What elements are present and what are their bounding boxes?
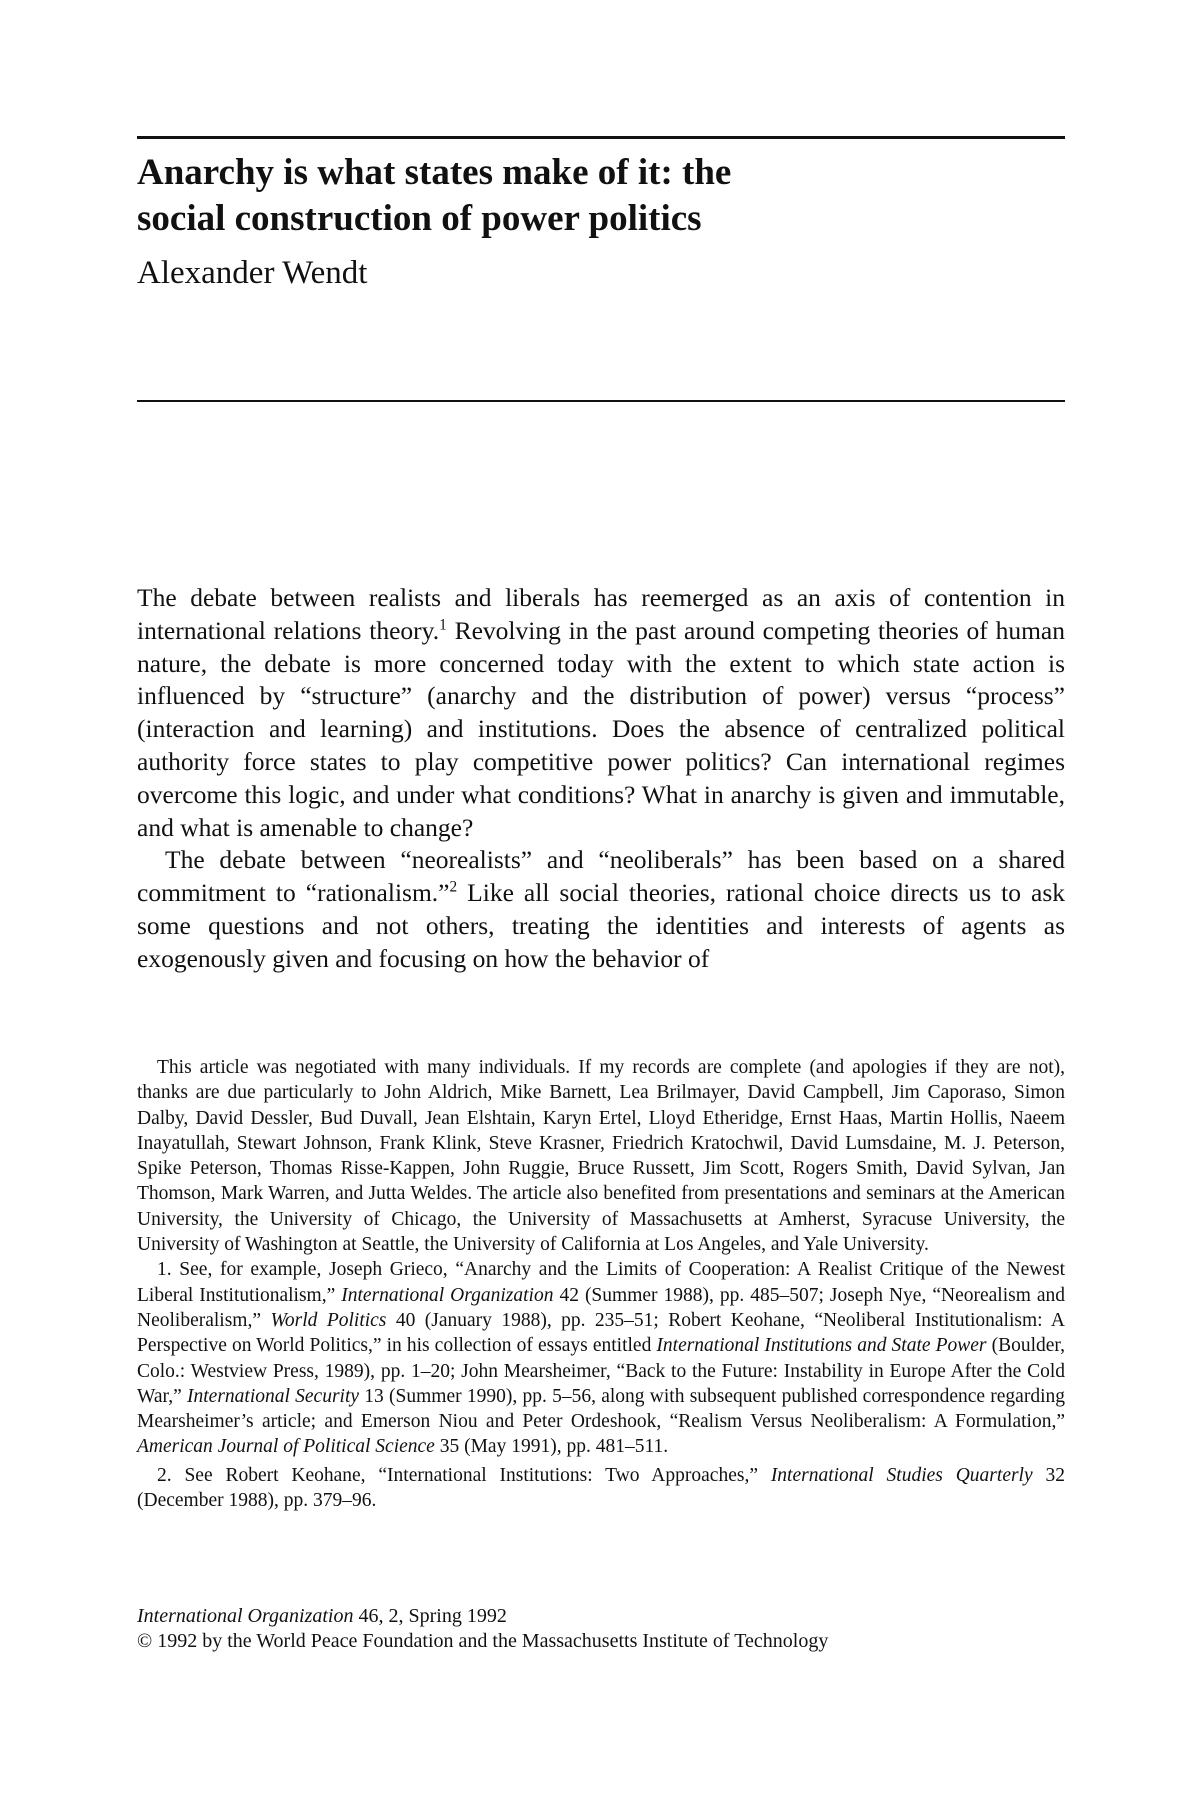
- copyright-line: © 1992 by the World Peace Foundation and the Massachusetts Institute of Technology: [137, 1630, 829, 1652]
- paragraph-2: [137, 844, 1065, 975]
- acknowledgment-note: This article was negotiated with many individuals. If my records are complete (and apologies if they are not), thanks are due particularly to John Aldrich, Mike Barnett, Lea Brilmayer, David Campbell, Jim Caporaso, Simon Dalby, David Dessler, Bud Duvall, Jean Elshtain, Karyn Ertel, Lloyd Etheridge, Ernst Haas, Martin Hollis, Naeem Inayatullah, Stewart Johnson, Frank Klink, Steve Krasner, Friedrich Kratochwil, David Lumsdaine, M. J. Peterson, Spike Peterson, Thomas Risse-Kappen, John Ruggie, Bruce Russett, Jim Scott, Rogers Smith, David Sylvan, Jan Thomson, Mark Warren, and Jutta Weldes. The article also benefited from presentations and seminars at the American University, the University of Chicago, the University of Massachusetts at Amherst, Syracuse University, the University of Washington at Seattle, the University of California at Los Angeles, and Yale University.: [137, 1057, 1065, 1256]
- footnote-1-text: 1. See, for example, Joseph Grieco, “Anarchy and the Limits of Cooperation: A Realist Critique of the Newest Liberal Institutionalism,”: [137, 1259, 1065, 1306]
- article-title: [137, 150, 1065, 242]
- paragraph-1: [137, 582, 1065, 844]
- title-line-1: Anarchy is what states make of it: the: [137, 152, 732, 193]
- journal-imprint: [137, 1604, 1065, 1654]
- title-separator-rule: [137, 400, 1065, 402]
- footnote-1-journal: International Security: [187, 1385, 360, 1407]
- paragraph-1-text-a: The debate between realists and liberals has reemerged as an axis of contention in international relations theory.: [137, 583, 1065, 645]
- author-name: Alexander Wendt: [137, 255, 368, 291]
- title-line-2: social construction of power politics: [137, 198, 702, 239]
- top-rule: [137, 136, 1065, 139]
- paragraph-2-text-a: The debate between “neorealists” and “neoliberals” has been based on a shared commitment to “rationalism.”: [137, 845, 1065, 908]
- footnote-2-text: 32 (December 1988), pp. 379–96.: [137, 1464, 1065, 1512]
- body-text: [137, 582, 1065, 976]
- journal-issue: 46, 2, Spring 1992: [353, 1605, 507, 1627]
- footnote-ref-2[interactable]: 2: [449, 878, 458, 896]
- journal-name: International Organization: [137, 1605, 354, 1627]
- footnote-1-journal: American Journal of Political Science: [137, 1436, 435, 1458]
- journal-citation: [137, 1604, 1065, 1629]
- footnote-1-text: 13 (Summer 1990), pp. 5–56, along with subsequent published correspondence regarding Mearsheimer’s article; and Emerson Niou and Peter Ordeshook, “Realism Versus Neoliberalism: A Formulation,”: [137, 1385, 1065, 1433]
- footnote-2-journal: International Studies Quarterly: [770, 1464, 1033, 1486]
- footnotes: [137, 1055, 1065, 1513]
- footnote-1-text: 35 (May 1991), pp. 481–511.: [434, 1436, 669, 1458]
- footnote-2-text: 2. See Robert Keohane, “International Institutions: Two Approaches,”: [157, 1464, 771, 1486]
- paragraph-2-text-b: Like all social theories, rational choice directs us to ask some questions and not others, treating the identities and interests of agents as exogenously given and focusing on how the behavior of: [137, 878, 1065, 973]
- footnote-1-journal: World Politics: [270, 1309, 387, 1331]
- footnote-1-journal: International Organization: [341, 1284, 554, 1306]
- footnote-2: [137, 1463, 1065, 1514]
- footnote-ref-1[interactable]: 1: [439, 616, 447, 634]
- paragraph-1-text-b: Revolving in the past around competing theories of human nature, the debate is more concerned today with the extent to which state action is influenced by “structure” (anarchy and the distribution of power) versus “process” (interaction and learning) and institutions. Does the absence of centralized political authority force states to play competitive power politics? Can international regimes overcome this logic, and under what conditions? What in anarchy is given and immutable, and what is amenable to change?: [137, 615, 1065, 842]
- footnote-1-text: 40 (January 1988), pp. 235–51; Robert Keohane, “Neoliberal Institutionalism: A Perspective on World Politics,” in his collection of essays entitled: [137, 1309, 1065, 1357]
- footnote-1: [137, 1257, 1065, 1459]
- footnote-1-book-title: International Institutions and State Power: [656, 1335, 987, 1357]
- footnote-1-text: (Boulder, Colo.: Westview Press, 1989), pp. 1–20; John Mearsheimer, “Back to the Future: Instability in Europe After the Cold War,”: [137, 1335, 1065, 1407]
- footnote-1-text: 42 (Summer 1988), pp. 485–507; Joseph Nye, “Neorealism and Neoliberalism,”: [137, 1284, 1066, 1331]
